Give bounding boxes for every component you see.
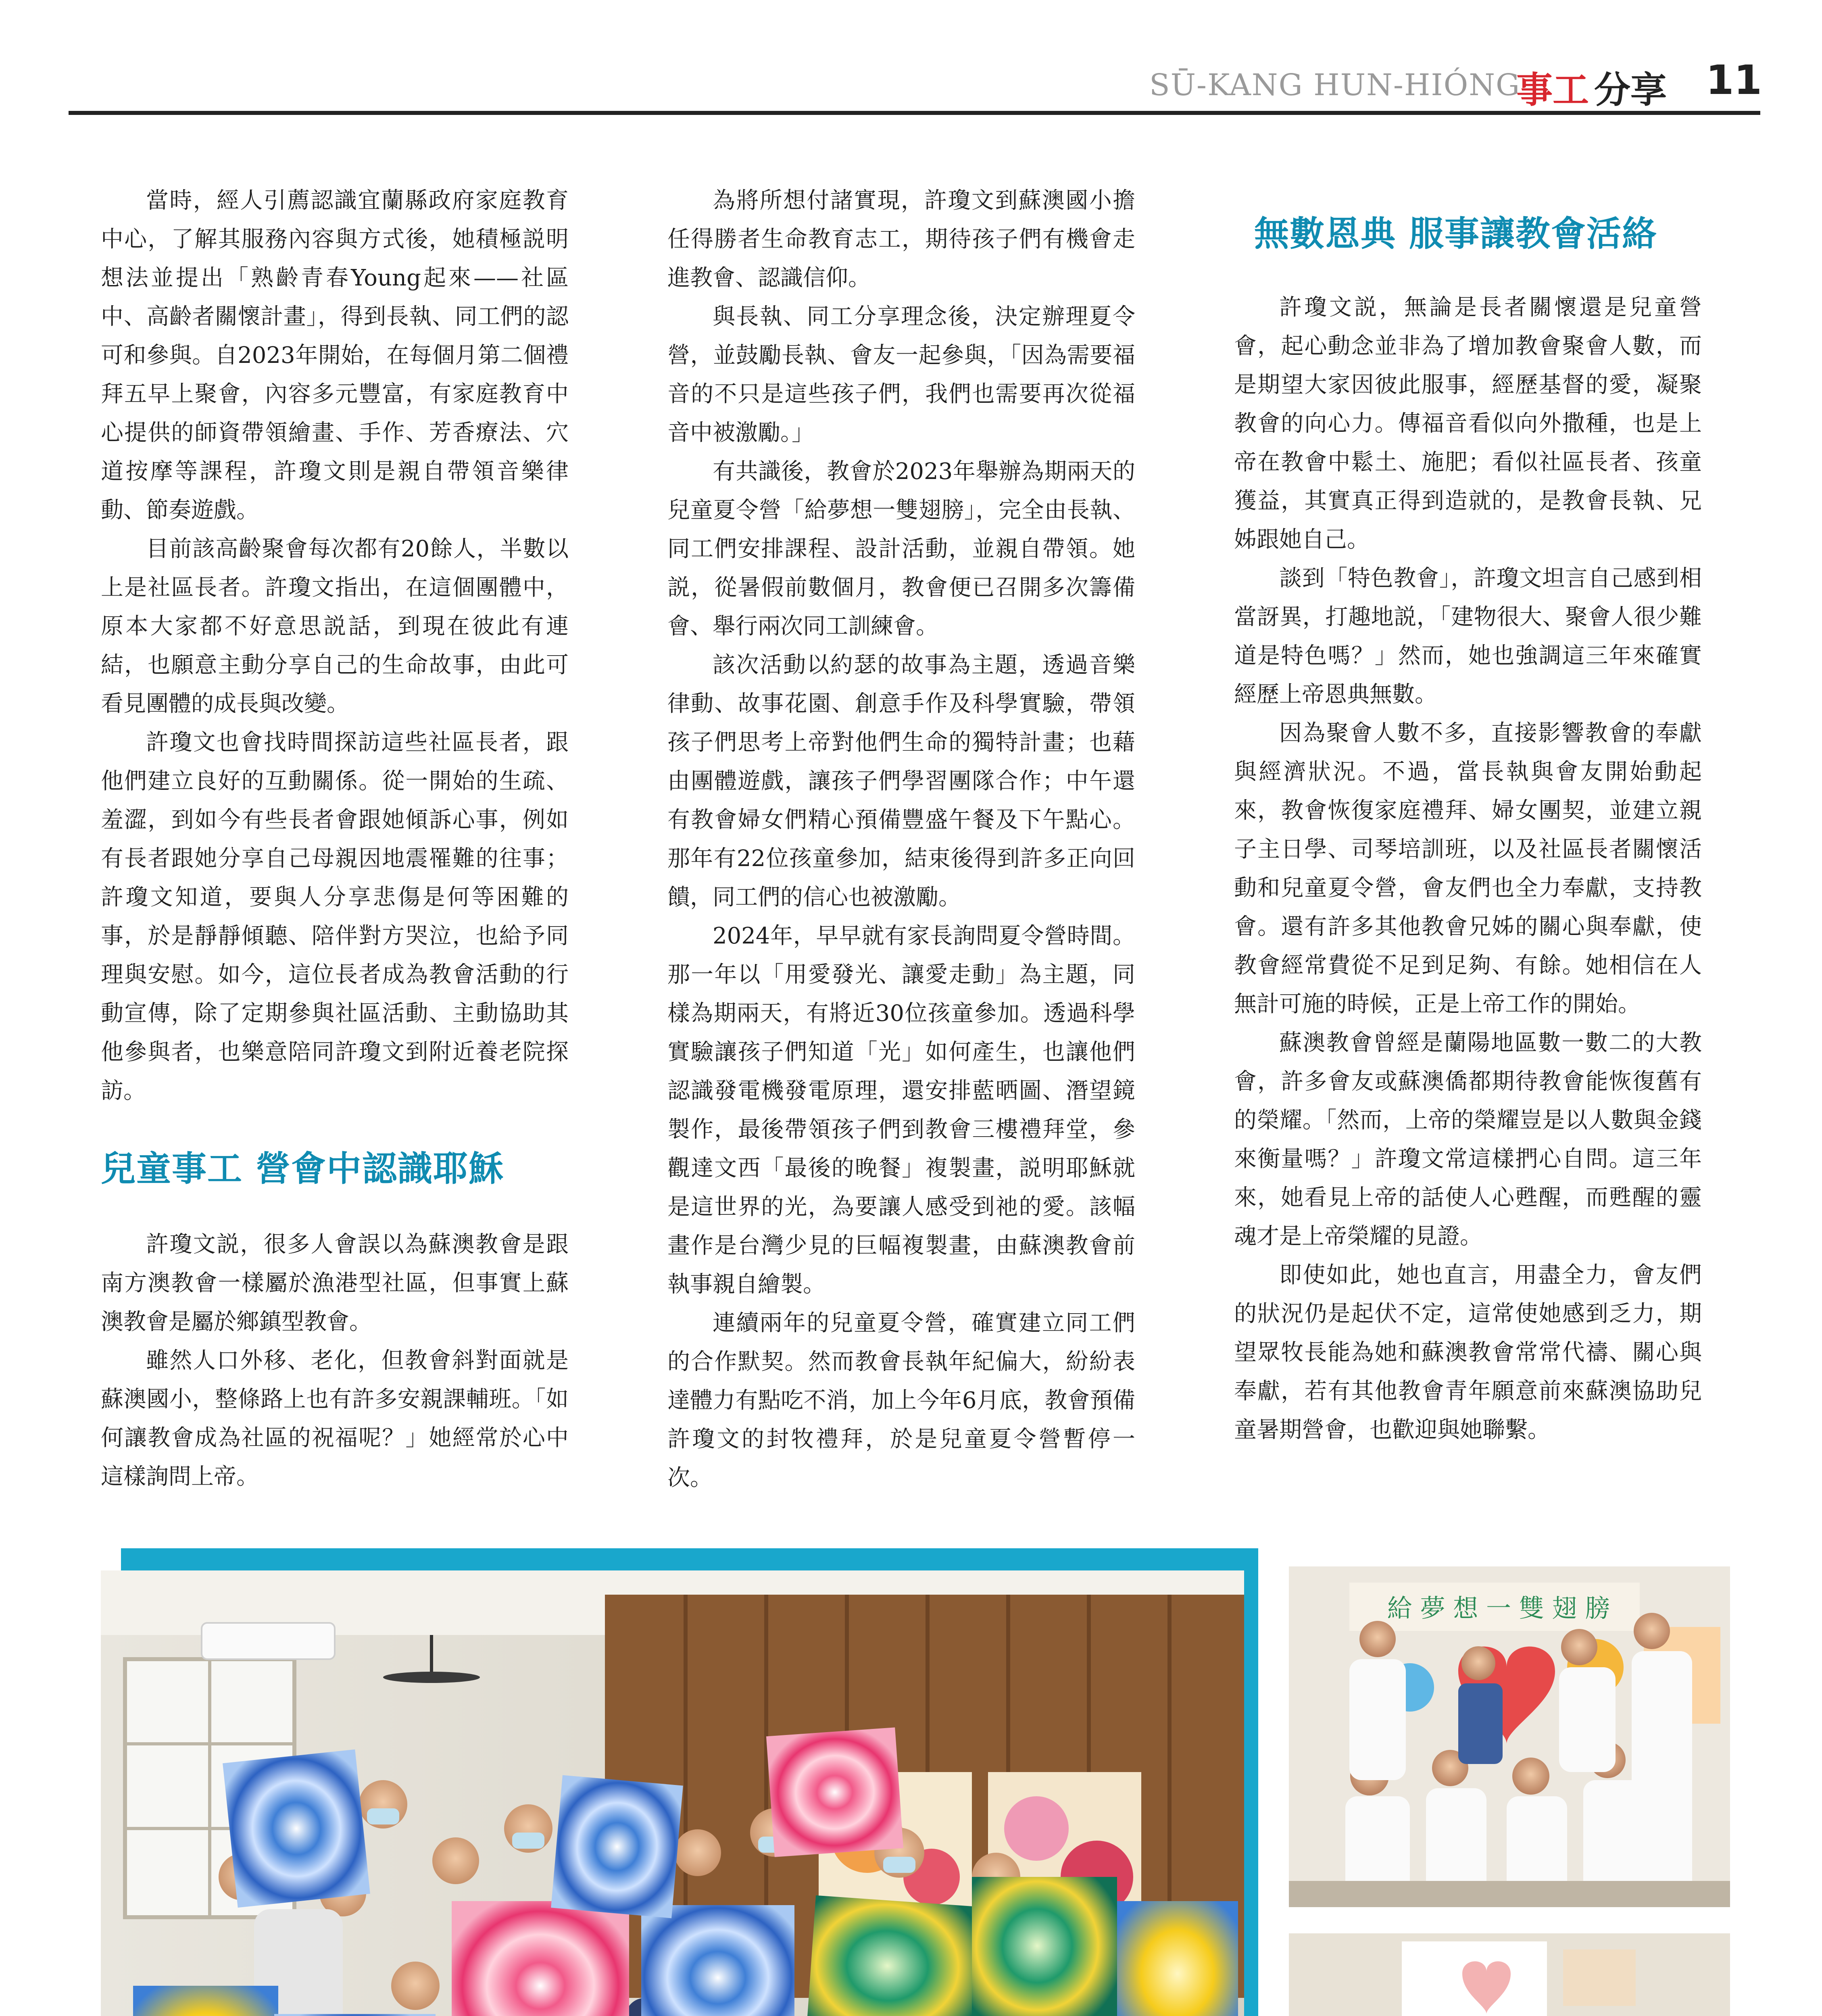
article-column-1 bbox=[101, 181, 569, 1496]
article-column-3 bbox=[1234, 212, 1702, 1450]
paragraph: 許瓊文也會找時間探訪這些社區長者，跟他們建立良好的互動關係。從一開始的生疏、羞澀，到如今有些長者會跟她傾訴心事，例如有長者跟她分享自己母親因地震罹難的往事；許瓊文知道，要與人分享悲傷是何等困難的事，於是靜靜傾聽、陪伴對方哭泣，也給予同理與安慰。如今，這位長者成為教會活動的行動宣傳，除了定期參與社區活動、主動協助其他參與者，也樂意陪同許瓊文到附近養老院探訪。 bbox=[101, 729, 569, 1104]
paragraph: 蘇澳教會曾經是蘭陽地區數一數二的大教會，許多會友或蘇澳僑都期待教會能恢復舊有的榮耀。「然而，上帝的榮耀豈是以人數與金錢來衡量嗎？」許瓊文常這樣捫心自問。這三年來，她看見上帝的話使人心甦醒，而甦醒的靈魂才是上帝榮耀的見證。 bbox=[1234, 1030, 1702, 1250]
paragraph: 即使如此，她也直言，用盡全力，會友們的狀況仍是起伏不定，這常使她感到乏力，期望眾牧長能為她和蘇澳教會常常代禱、關心與奉獻，若有其他教會青年願意前來蘇澳協助兒童暑期營會，也歡迎與她聯繫。 bbox=[1234, 1262, 1702, 1443]
photo-children-circle bbox=[1289, 1933, 1730, 2016]
photo-camp-volunteers bbox=[1289, 1566, 1730, 1907]
paragraph: 許瓊文説，無論是長者關懷還是兒童營會，起心動念並非為了增加教會聚會人數，而是期望大家因彼此服事，經歷基督的愛，凝聚教會的向心力。傳福音看似向外撒種，也是上帝在教會中鬆土、施肥；看似社區長者、孩童獲益，其實真正得到造就的，是教會長執、兄姊跟她自己。 bbox=[1234, 294, 1702, 553]
paragraph: 雖然人口外移、老化，但教會斜對面就是蘇澳國小，整條路上也有許多安親課輔班。「如何讓教會成為社區的祝福呢？」她經常於心中這樣詢問上帝。 bbox=[101, 1347, 569, 1490]
article-column-2 bbox=[667, 181, 1135, 1497]
section-heading-children: 兒童事工 營會中認識耶穌 bbox=[101, 1148, 504, 1189]
section-heading-grace: 無數恩典 服事讓教會活絡 bbox=[1254, 213, 1657, 254]
header-column-red: 事工 bbox=[1516, 69, 1589, 111]
paragraph: 談到「特色教會」，許瓊文坦言自己感到相當訝異，打趣地説，「建物很大、聚會人很少難道是特色嗎？」然而，她也強調這三年來確實經歷上帝恩典無數。 bbox=[1234, 565, 1702, 708]
paragraph: 2024年，早早就有家長詢問夏令營時間。那一年以「用愛發光、讓愛走動」為主題，同樣為期兩天，有將近30位孩童參加。透過科學實驗讓孩子們知道「光」如何產生，也讓他們認識發電機發電原理，還安排藍晒圖、潛望鏡製作，最後帶領孩子們到教會三樓禮拜堂，參觀達文西「最後的晚餐」複製畫，説明耶穌就是這世界的光，為要讓人感受到祂的愛。該幅畫作是台灣少見的巨幅複製畫，由蘇澳教會前執事親自繪製。 bbox=[667, 923, 1135, 1297]
paragraph: 該次活動以約瑟的故事為主題，透過音樂律動、故事花園、創意手作及科學實驗，帶領孩子們思考上帝對他們生命的獨特計畫；也藉由團體遊戲，讓孩子們學習團隊合作；中午還有教會婦女們精心預備豐盛午餐及下午點心。那年有22位孩童參加，結束後得到許多正向回饋，同工們的信心也被激勵。 bbox=[667, 652, 1135, 910]
page-number: 11 bbox=[1706, 56, 1762, 104]
banner-text: 給 夢 想 一 雙 翅 膀 bbox=[1387, 1593, 1610, 1623]
paragraph: 與長執、同工分享理念後，決定辦理夏令營，並鼓勵長執、會友一起參與，「因為需要福音的不只是這些孩子們，我們也需要再次從福音中被激勵。」 bbox=[667, 304, 1135, 446]
paragraph: 為將所想付諸實現，許瓊文到蘇澳國小擔任得勝者生命教育志工，期待孩子們有機會走進教會、認識信仰。 bbox=[667, 187, 1135, 291]
paragraph: 有共識後，教會於2023年舉辦為期兩天的兒童夏令營「給夢想一雙翅膀」，完全由長執、同工們安排課程、設計活動，並親自帶領。她説，從暑假前數個月，教會便已召開多次籌備會、舉行兩次同工訓練會。 bbox=[667, 458, 1135, 639]
header-latin-title: SŪ-KANG HUN-HIÓNG bbox=[1149, 68, 1521, 102]
paragraph: 因為聚會人數不多，直接影響教會的奉獻與經濟狀況。不過，當長執與會友開始動起來，教會恢復家庭禮拜、婦女團契，並建立親子主日學、司琴培訓班，以及社區長者關懷活動和兒童夏令營，會友們也全力奉獻，支持教會。還有許多其他教會兄姊的關心與奉獻，使教會經常費從不足到足夠、有餘。她相信在人無計可施的時候，正是上帝工作的開始。 bbox=[1234, 720, 1702, 1017]
photo-children-tie-dye bbox=[101, 1570, 1244, 2016]
paragraph: 連續兩年的兒童夏令營，確實建立同工們的合作默契。然而教會長執年紀偏大，紛紛表達體力有點吃不消，加上今年6月底，教會預備許瓊文的封牧禮拜，於是兒童夏令營暫停一次。 bbox=[667, 1310, 1135, 1491]
paragraph: 許瓊文説，很多人會誤以為蘇澳教會是跟南方澳教會一樣屬於漁港型社區，但事實上蘇澳教會是屬於鄉鎮型教會。 bbox=[101, 1231, 569, 1335]
paragraph: 目前該高齡聚會每次都有20餘人，半數以上是社區長者。許瓊文指出，在這個團體中，原本大家都不好意思説話，到現在彼此有連結，也願意主動分享自己的生命故事，由此可看見團體的成長與改變。 bbox=[101, 536, 569, 717]
paragraph: 當時，經人引薦認識宜蘭縣政府家庭教育中心，了解其服務內容與方式後，她積極説明想法並提出「熟齡青春Young起來——社區中、高齡者關懷計畫」，得到長執、同工們的認可和參與。自2023年開始，在每個月第二個禮拜五早上聚會，內容多元豐富，有家庭教育中心提供的師資帶領繪畫、手作、芳香療法、穴道按摩等課程，許瓊文則是親自帶領音樂律動、節奏遊戲。 bbox=[101, 187, 569, 523]
header-rule bbox=[69, 111, 1760, 115]
header-column-black: 分享 bbox=[1594, 69, 1667, 111]
